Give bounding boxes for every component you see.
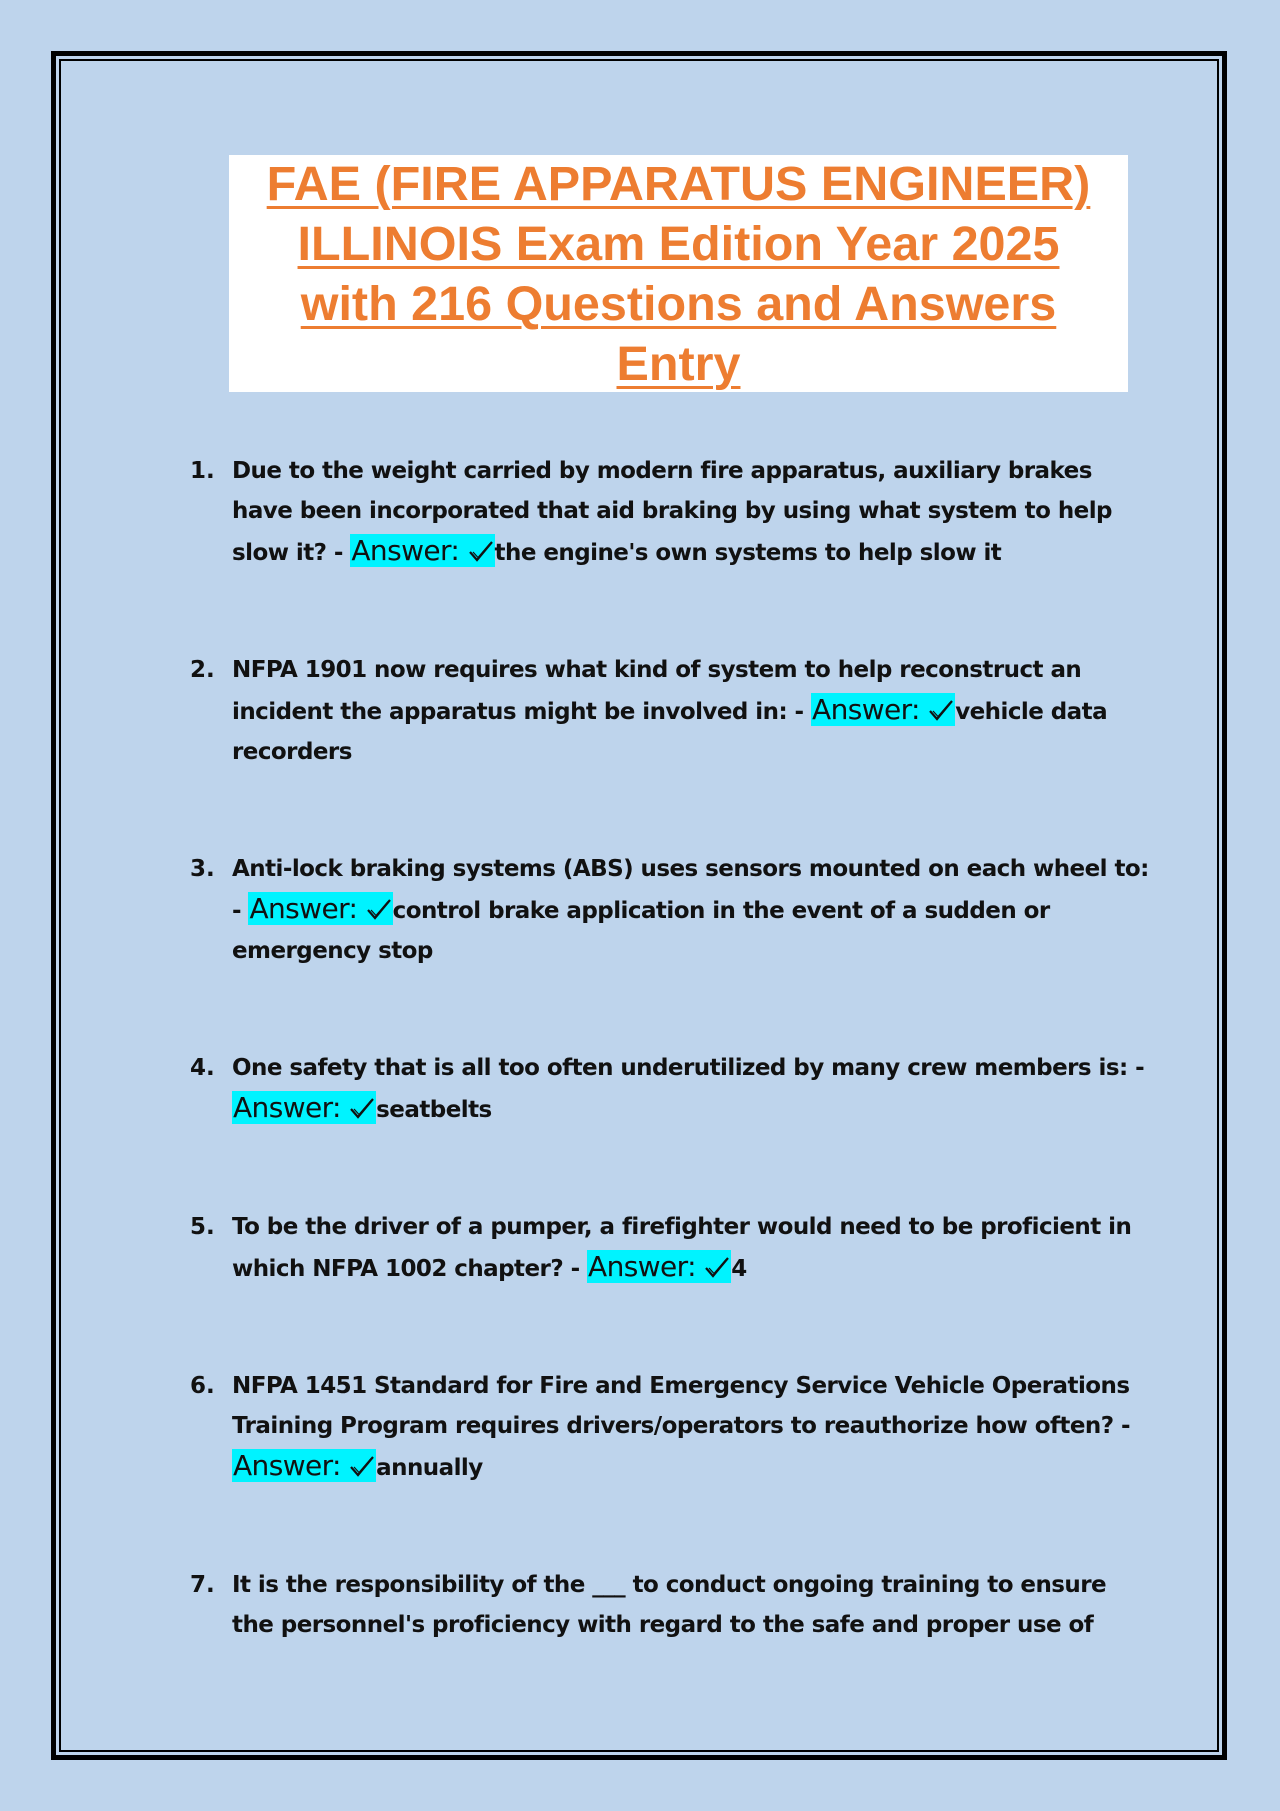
question-body xyxy=(232,1366,1150,1488)
title-line: with 216 Questions and Answers xyxy=(300,276,1057,331)
answer-tag xyxy=(248,892,392,925)
answer-tag xyxy=(232,1449,376,1482)
question-number: 7. xyxy=(190,1572,215,1598)
question-number: 6. xyxy=(190,1373,215,1399)
question-number: 2. xyxy=(190,657,215,683)
question-item xyxy=(190,451,1150,573)
question-item xyxy=(190,1207,1150,1289)
answer-text: the engine's own systems to help slow it xyxy=(494,540,1002,566)
question-body xyxy=(232,451,1150,573)
question-item xyxy=(190,1366,1150,1488)
question-text: One safety that is all too often underutilized by many crew members is: - xyxy=(232,1055,1145,1081)
answer-label: Answer: xyxy=(233,1091,350,1124)
question-body xyxy=(232,1565,1150,1645)
title-line: FAE (FIRE APPARATUS ENGINEER) xyxy=(266,156,1091,211)
checkmark-icon xyxy=(366,898,392,922)
answer-label: Answer: xyxy=(351,534,468,567)
question-text: It is the responsibility of the ___ to conduct ongoing training to ensure the personnel's proficiency with regard to the safe and proper use of xyxy=(232,1572,1107,1638)
answer-text: control brake application in the event of a sudden or emergency stop xyxy=(232,898,1050,964)
answer-text: seatbelts xyxy=(376,1097,492,1123)
title-box xyxy=(229,155,1128,392)
answer-label: Answer: xyxy=(588,1250,705,1283)
answer-label: Answer: xyxy=(233,1449,350,1482)
question-number: 3. xyxy=(190,856,215,882)
question-text: To be the driver of a pumper, a firefighter would need to be proficient in which NFPA 1002 chapter? - xyxy=(232,1214,1132,1282)
question-text: Anti-lock braking systems (ABS) uses sensors mounted on each wheel to: - xyxy=(232,856,1149,924)
answer-label: Answer: xyxy=(249,892,366,925)
answer-tag xyxy=(587,1250,731,1283)
question-item xyxy=(190,650,1150,772)
checkmark-icon xyxy=(349,1097,375,1121)
answer-text: annually xyxy=(376,1455,483,1481)
title-line: ILLINOIS Exam Edition Year 2025 xyxy=(297,216,1060,271)
document-title xyxy=(267,154,1091,394)
answer-tag xyxy=(232,1091,376,1124)
question-text: NFPA 1451 Standard for Fire and Emergency Service Vehicle Operations Training Program requires drivers/operators to reauthorize how often? - xyxy=(232,1373,1130,1439)
title-line: Entry xyxy=(616,336,741,391)
question-body xyxy=(232,650,1150,772)
question-number: 1. xyxy=(190,458,215,484)
answer-text: vehicle data recorders xyxy=(232,699,1108,765)
answer-tag xyxy=(811,693,955,726)
question-number: 5. xyxy=(190,1214,215,1240)
question-text: Due to the weight carried by modern fire apparatus, auxiliary brakes have been incorporated that aid braking by using what system to help slow it? - xyxy=(232,458,1112,566)
checkmark-icon xyxy=(468,540,494,564)
answer-label: Answer: xyxy=(812,693,929,726)
answer-text: 4 xyxy=(731,1256,747,1282)
question-body xyxy=(232,849,1150,971)
question-list xyxy=(190,451,1150,1722)
checkmark-icon xyxy=(928,699,954,723)
question-item xyxy=(190,1565,1150,1645)
question-body xyxy=(232,1207,1150,1289)
question-item xyxy=(190,849,1150,971)
question-item xyxy=(190,1048,1150,1130)
checkmark-icon xyxy=(704,1256,730,1280)
question-number: 4. xyxy=(190,1055,215,1081)
question-text: NFPA 1901 now requires what kind of system to help reconstruct an incident the apparatus might be involved in: - xyxy=(232,657,1082,725)
question-body xyxy=(232,1048,1150,1130)
answer-tag xyxy=(350,534,494,567)
checkmark-icon xyxy=(349,1455,375,1479)
